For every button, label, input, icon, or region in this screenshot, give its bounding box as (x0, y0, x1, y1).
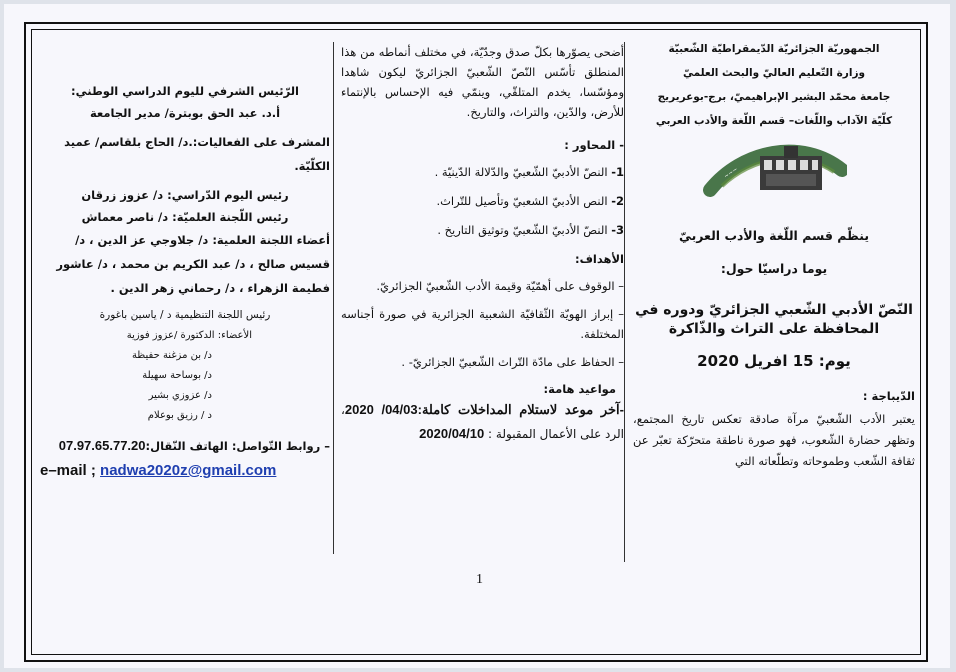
left-column (40, 42, 330, 479)
contact-phone: – روابط التّواصل: الهاتف النّقال:07.97.65.77.20 (58, 438, 330, 453)
goals-title: الأهداف: (574, 252, 624, 266)
member-line: الأعضاء: الدكتورة /عزوز فوزية (126, 330, 252, 341)
day-president: رئيس اليوم الدّراسي: د/ عزوز زرقان (81, 188, 289, 202)
deadline-text: -آخر موعد لاستلام المداخلات كاملة:04/03/ 2020، الرد على الأعمال المقبولة : 2020/04/10 (341, 402, 624, 441)
header-line: جامعة محمّد البشير الإبراهيميّ، برج-بوعريريج (657, 91, 891, 103)
scientific-committee-members: أعضاء اللجنة العلمية: د/ جلاوجي عز الدين ، د/ قسيس صالح ، د/ عبد الكريم بن محمد ، د/ عاشور فطيمة الزهراء ، د/ رحماني زهر الدين . (56, 233, 330, 295)
honorary-president: أ.د. عبد الحق بوبترة/ مدير الجامعة (89, 106, 281, 120)
right-column (633, 42, 915, 472)
study-day-line: يوما دراسيّا حول: (720, 261, 828, 276)
preamble-title: الدّيباجة : (862, 389, 915, 403)
preamble-text: يعتبر الأدب الشّعبيّ مرآة صادقة تعكس تاريخ المجتمع، وتظهر حضارة الشّعوب، فهو صورة ناطقة متحرّكة تعبّر عن ثقافة الشّعب وطموحاته وتطلّعاته التي (633, 412, 915, 468)
goal-item: – الوقوف على أهمّيّة وقيمة الأدب الشّعبيّ الجزائريّ. (376, 279, 624, 293)
event-date: يوم: 15 افريل 2020 (697, 352, 851, 370)
middle-column (341, 42, 624, 446)
axis-item: 1- النصّ الأدبيّ الشّعبيّ والدّلالة الدّينيّة . (434, 165, 624, 179)
header-line: الجمهوريّة الجزائريّة الدّيمقراطيّة الشّعبيّة (668, 43, 880, 55)
axis-item: 3- النصّ الأدبيّ الشّعبيّ وتوثيق التاريخ . (437, 223, 624, 237)
header-line: كلّيّة الآداب واللّغات– قسم اللّغة والأدب العربي (655, 115, 893, 127)
goal-item: – الحفاظ على مادّة التّراث الشّعبيّ الجزائريّ- . (401, 355, 624, 369)
header-line: وزارة التّعليم العاليّ والبحث العلميّ (682, 67, 866, 79)
honorary-president-title: الرّئيس الشرفي لليوم الدراسي الوطني: (71, 84, 299, 98)
member-line: د/ عزوزي بشير (148, 390, 212, 401)
svg-text:~~~: ~~~ (722, 165, 739, 181)
supervisor: المشرف على الفعاليات:.د/ الحاج بلقاسم/ عميد الكلّيّة. (64, 135, 330, 173)
dates-title: مواعيد هامة: (543, 382, 616, 396)
goal-item: – إبراز الهويّة الثّقافيّة الشعبية الجزائرية في صورة أجناسه المختلفة. (341, 307, 624, 341)
page-number: 1 (476, 572, 483, 587)
contact-email: e–mail ; nadwa2020z@gmail.com (40, 462, 277, 479)
scientific-committee-president: رئيس اللّجنة العلميّة: د/ ناصر معماش (81, 210, 289, 224)
email-link[interactable]: nadwa2020z@gmail.com (100, 462, 277, 479)
organizer-line: ينظّم قسم اللّغة والأدب العربيّ (678, 228, 870, 243)
event-topic: النّصّ الأدبي الشّعبي الجزائريّ ودوره في المحافظة على التراث والذّاكرة (635, 302, 913, 337)
university-logo (702, 140, 847, 198)
document-page (4, 4, 950, 668)
member-line: د/ بوساحة سهيلة (142, 370, 212, 381)
column-divider-left (333, 42, 334, 554)
axes-title: - المحاور : (564, 138, 624, 152)
column-divider-right (624, 42, 625, 562)
axis-item: 2- النص الأدبيّ الشعبيّ وتأصيل للتّراث. (436, 194, 624, 208)
organizing-committee-president: رئيس اللجنة التنظيمية د / ياسين باغورة (99, 309, 271, 321)
member-line: د / رزيق بوعلام (147, 410, 212, 421)
member-line: د/ بن مزغنة حفيظة (131, 350, 212, 361)
institution-header (633, 42, 915, 129)
organizing-members (40, 326, 330, 426)
intro-paragraph: أضحى يصوّرها بكلّ صدق وجدّيّة، في مختلف أنماطه من هذا المنطلق تأسّس النّصّ الشّعبيّ الجزائريّ ليكون شاهدا ومؤسّسا، يخدم المتلقّي، وينمّي فيه الإحساس بالإنتماء للأرض، والدّين، والتراث، والتاريخ. (341, 45, 624, 119)
